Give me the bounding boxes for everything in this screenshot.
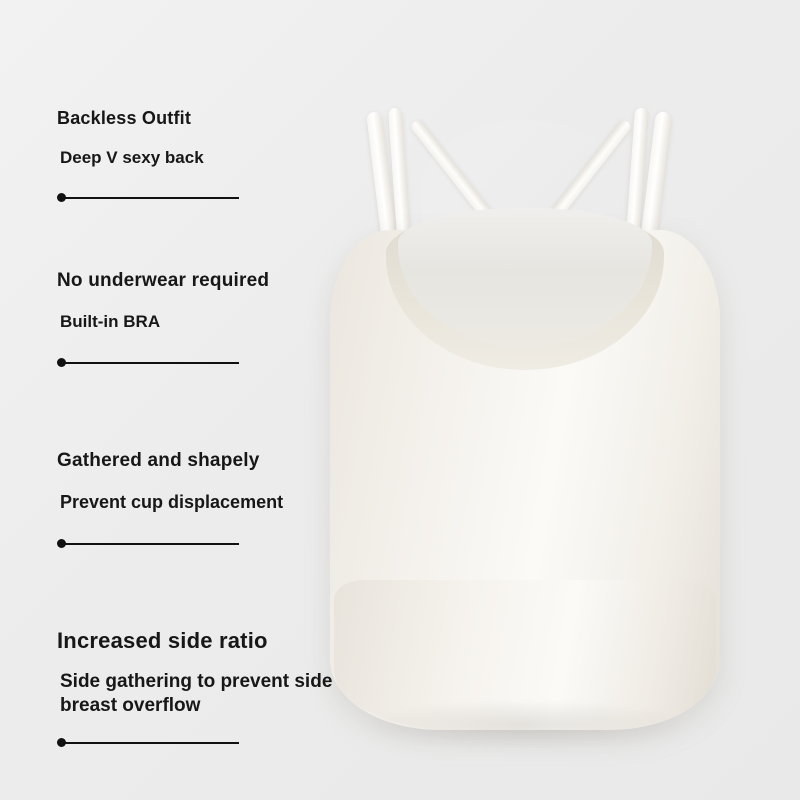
leader-line bbox=[65, 742, 239, 744]
annotation-rule bbox=[57, 736, 239, 748]
annotation-subtitle: Prevent cup displacement bbox=[60, 492, 284, 512]
annotation-rule bbox=[57, 356, 239, 368]
annotation-backless-outfit bbox=[57, 108, 239, 203]
annotation-title: No underwear required bbox=[57, 270, 270, 291]
product-photo bbox=[300, 60, 760, 760]
garment-shadow bbox=[360, 700, 690, 750]
annotation-subtitle: Side gathering to prevent side breast overflow bbox=[60, 671, 333, 716]
annotation-no-underwear-required bbox=[57, 270, 269, 368]
annotation-subtitle: Deep V sexy back bbox=[60, 148, 204, 167]
leader-line bbox=[65, 543, 239, 545]
leader-line bbox=[65, 197, 239, 199]
annotation-title: Gathered and shapely bbox=[57, 450, 260, 471]
annotation-rule bbox=[57, 537, 239, 549]
annotation-title: Increased side ratio bbox=[57, 628, 268, 653]
annotation-rule bbox=[57, 191, 239, 203]
annotation-increased-side-ratio bbox=[57, 628, 335, 748]
leader-line bbox=[65, 362, 239, 364]
annotation-title: Backless Outfit bbox=[57, 108, 192, 128]
annotation-subtitle: Built-in BRA bbox=[60, 312, 161, 331]
annotation-gathered-and-shapely bbox=[57, 450, 283, 549]
